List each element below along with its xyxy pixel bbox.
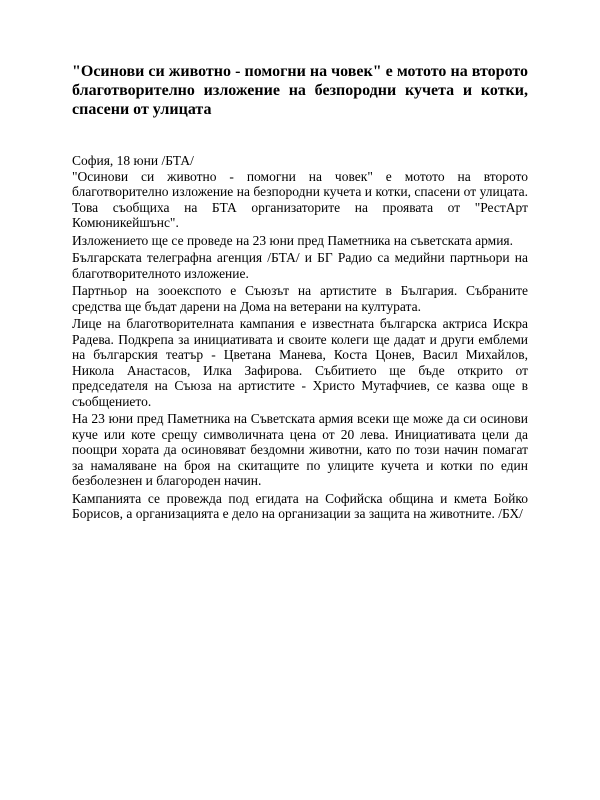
paragraph: Партньор на зооекспото е Съюзът на артистите в България. Събраните средства ще бъдат дарени на Дома на ветерани на културата. (72, 283, 528, 314)
paragraph: На 23 юни пред Паметника на Съветската армия всеки ще може да си осинови куче или коте срещу символичната цена от 20 лева. Инициативата цели да поощри хората да осиновяват бездомни животни, като по този начин помагат за намаляване на броя на скитащите по улиците кучета и котки по един безболезнен и благороден начин. (72, 411, 528, 488)
paragraph: Българската телеграфна агенция /БТА/ и БГ Радио са медийни партньори на благотворителното изложение. (72, 250, 528, 281)
paragraph: Изложението ще се проведе на 23 юни пред Паметника на съветската армия. (72, 232, 513, 248)
paragraph: Кампанията се провежда под егидата на Софийска община и кмета Бойко Борисов, а организацията е дело на организации за защита на животните. /БХ/ (72, 490, 528, 521)
document-page (72, 62, 528, 524)
dateline: София, 18 юни /БТА/ (72, 153, 194, 168)
article-body (72, 169, 528, 522)
paragraph: Лице на благотворителната кампания е известната българска актриса Искра Радева. Подкрепа за инициативата и своите колеги ще дадат и други емблеми на българския театър - Цветана Манева, Коста Цонев, Васил Михайлов, Никола Анастасов, Илка Зафирова. Събитието ще бъде открито от председателя на Съюза на артистите - Христо Мутафчиев, се казва още в съобщението. (72, 316, 528, 409)
paragraph: "Осинови си животно - помогни на човек" е мотото на второто благотворително изложение на безпородни кучета и котки, спасени от улицата. Това съобщиха на БТА организаторите на проявата от "РестАрт Комюникейшънс". (72, 168, 528, 230)
document-title: "Осинови си животно - помогни на човек" е мотото на второто благотворително изложение на безпородни кучета и котки, спасени от улицата (72, 63, 528, 118)
